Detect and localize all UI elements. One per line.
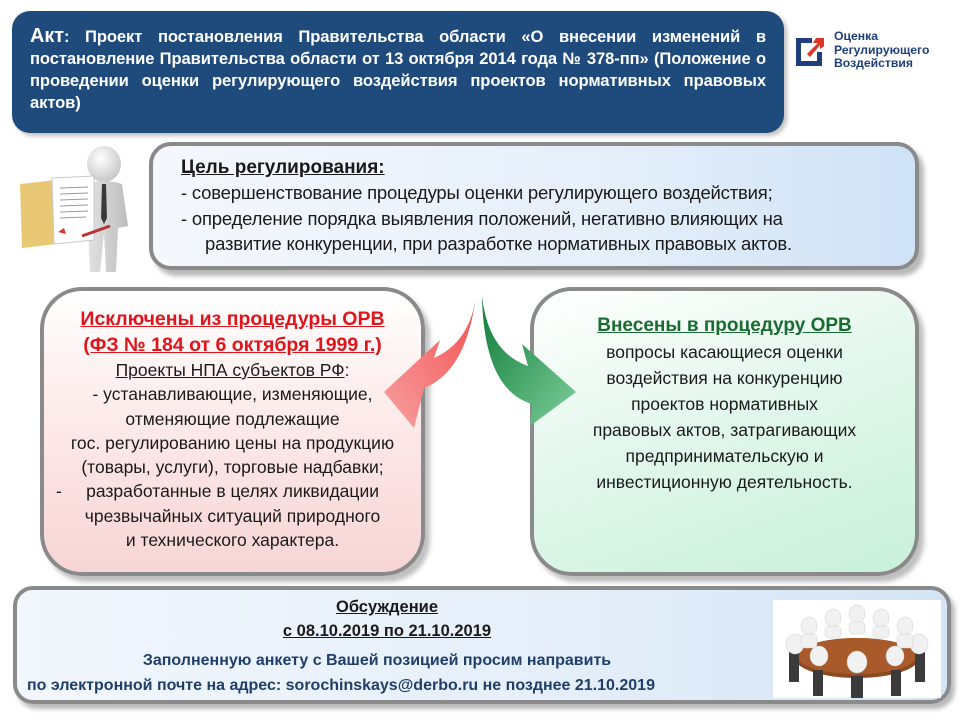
goal-item: развитие конкуренции, при разработке нормативных правовых актов. <box>205 233 792 254</box>
excluded-item: гос. регулированию цены на продукцию <box>70 432 395 453</box>
logo-line-3: Воздействия <box>834 56 913 70</box>
act-description: : Проект постановления Правительства области «О внесении изменений в постановление Правительства области от 13 октября 2014 года № 378-пп» (Положение о проведении оценки регулирующего воздействия проектов нормативных правовых актов) <box>30 27 766 112</box>
included-title: Внесены в процедуру ОРВ <box>597 315 852 336</box>
included-item: предпринимательскую и <box>625 446 824 466</box>
included-item: инвестиционную деятельность. <box>596 472 853 492</box>
included-item: воздействия на конкуренцию <box>606 368 843 388</box>
included-item: проектов нормативных <box>631 394 818 414</box>
excluded-from-orv-box <box>40 287 425 576</box>
excluded-item: - разработанные в целях ликвидации <box>56 481 379 502</box>
red-curved-arrow-icon <box>384 296 476 428</box>
excluded-item: (товары, услуги), торговые надбавки; <box>81 457 384 478</box>
orv-logo-text <box>834 30 929 71</box>
act-label: Акт <box>30 25 64 47</box>
green-curved-arrow-icon <box>482 296 576 426</box>
orv-logo <box>792 30 952 74</box>
goal-item: - совершенствование процедуры оценки регулирующего воздействия; <box>181 182 773 203</box>
goal-title: Цель регулирования: <box>181 157 385 178</box>
included-item: правовых актов, затрагивающих <box>592 420 857 440</box>
excluded-item: - устанавливающие, изменяющие, <box>92 384 373 405</box>
discussion-dates: с 08.10.2019 по 21.10.2019 <box>282 622 492 640</box>
excluded-title: Исключены из процедуры ОРВ <box>80 308 385 330</box>
person-with-document-icon <box>6 140 150 280</box>
round-table-meeting-icon <box>773 600 941 698</box>
discussion-email-line: по электронной почте на адрес: sorochinskays@derbo.ru не позднее 21.10.2019 <box>27 677 655 694</box>
discussion-title: Обсуждение <box>336 598 438 616</box>
excluded-item: отменяющие подлежащие <box>125 408 340 429</box>
logo-line-2: Регулирующего <box>834 42 930 57</box>
excluded-subtitle-colon: : <box>344 360 350 380</box>
goal-item: - определение порядка выявления положений, негативно влияющих на <box>181 207 783 229</box>
discussion-request: Заполненную анкету с Вашей позицией просим направить <box>142 652 612 669</box>
split-arrows <box>380 292 580 432</box>
included-item: вопросы касающиеся оценки <box>606 342 843 362</box>
discussion-box <box>13 586 951 704</box>
excluded-law-reference: (ФЗ № 184 от 6 октября 1999 г.) <box>83 334 382 356</box>
act-header-banner <box>12 11 784 133</box>
excluded-item: и технического характера. <box>125 530 340 551</box>
logo-line-1: Оценка <box>834 29 878 43</box>
excluded-subtitle: Проекты НПА субъектов РФ <box>115 360 345 380</box>
regulation-goal-box <box>149 142 919 270</box>
included-in-orv-box <box>530 287 919 576</box>
orv-logo-icon <box>792 32 826 68</box>
excluded-item: чрезвычайных ситуаций природного <box>84 505 381 526</box>
